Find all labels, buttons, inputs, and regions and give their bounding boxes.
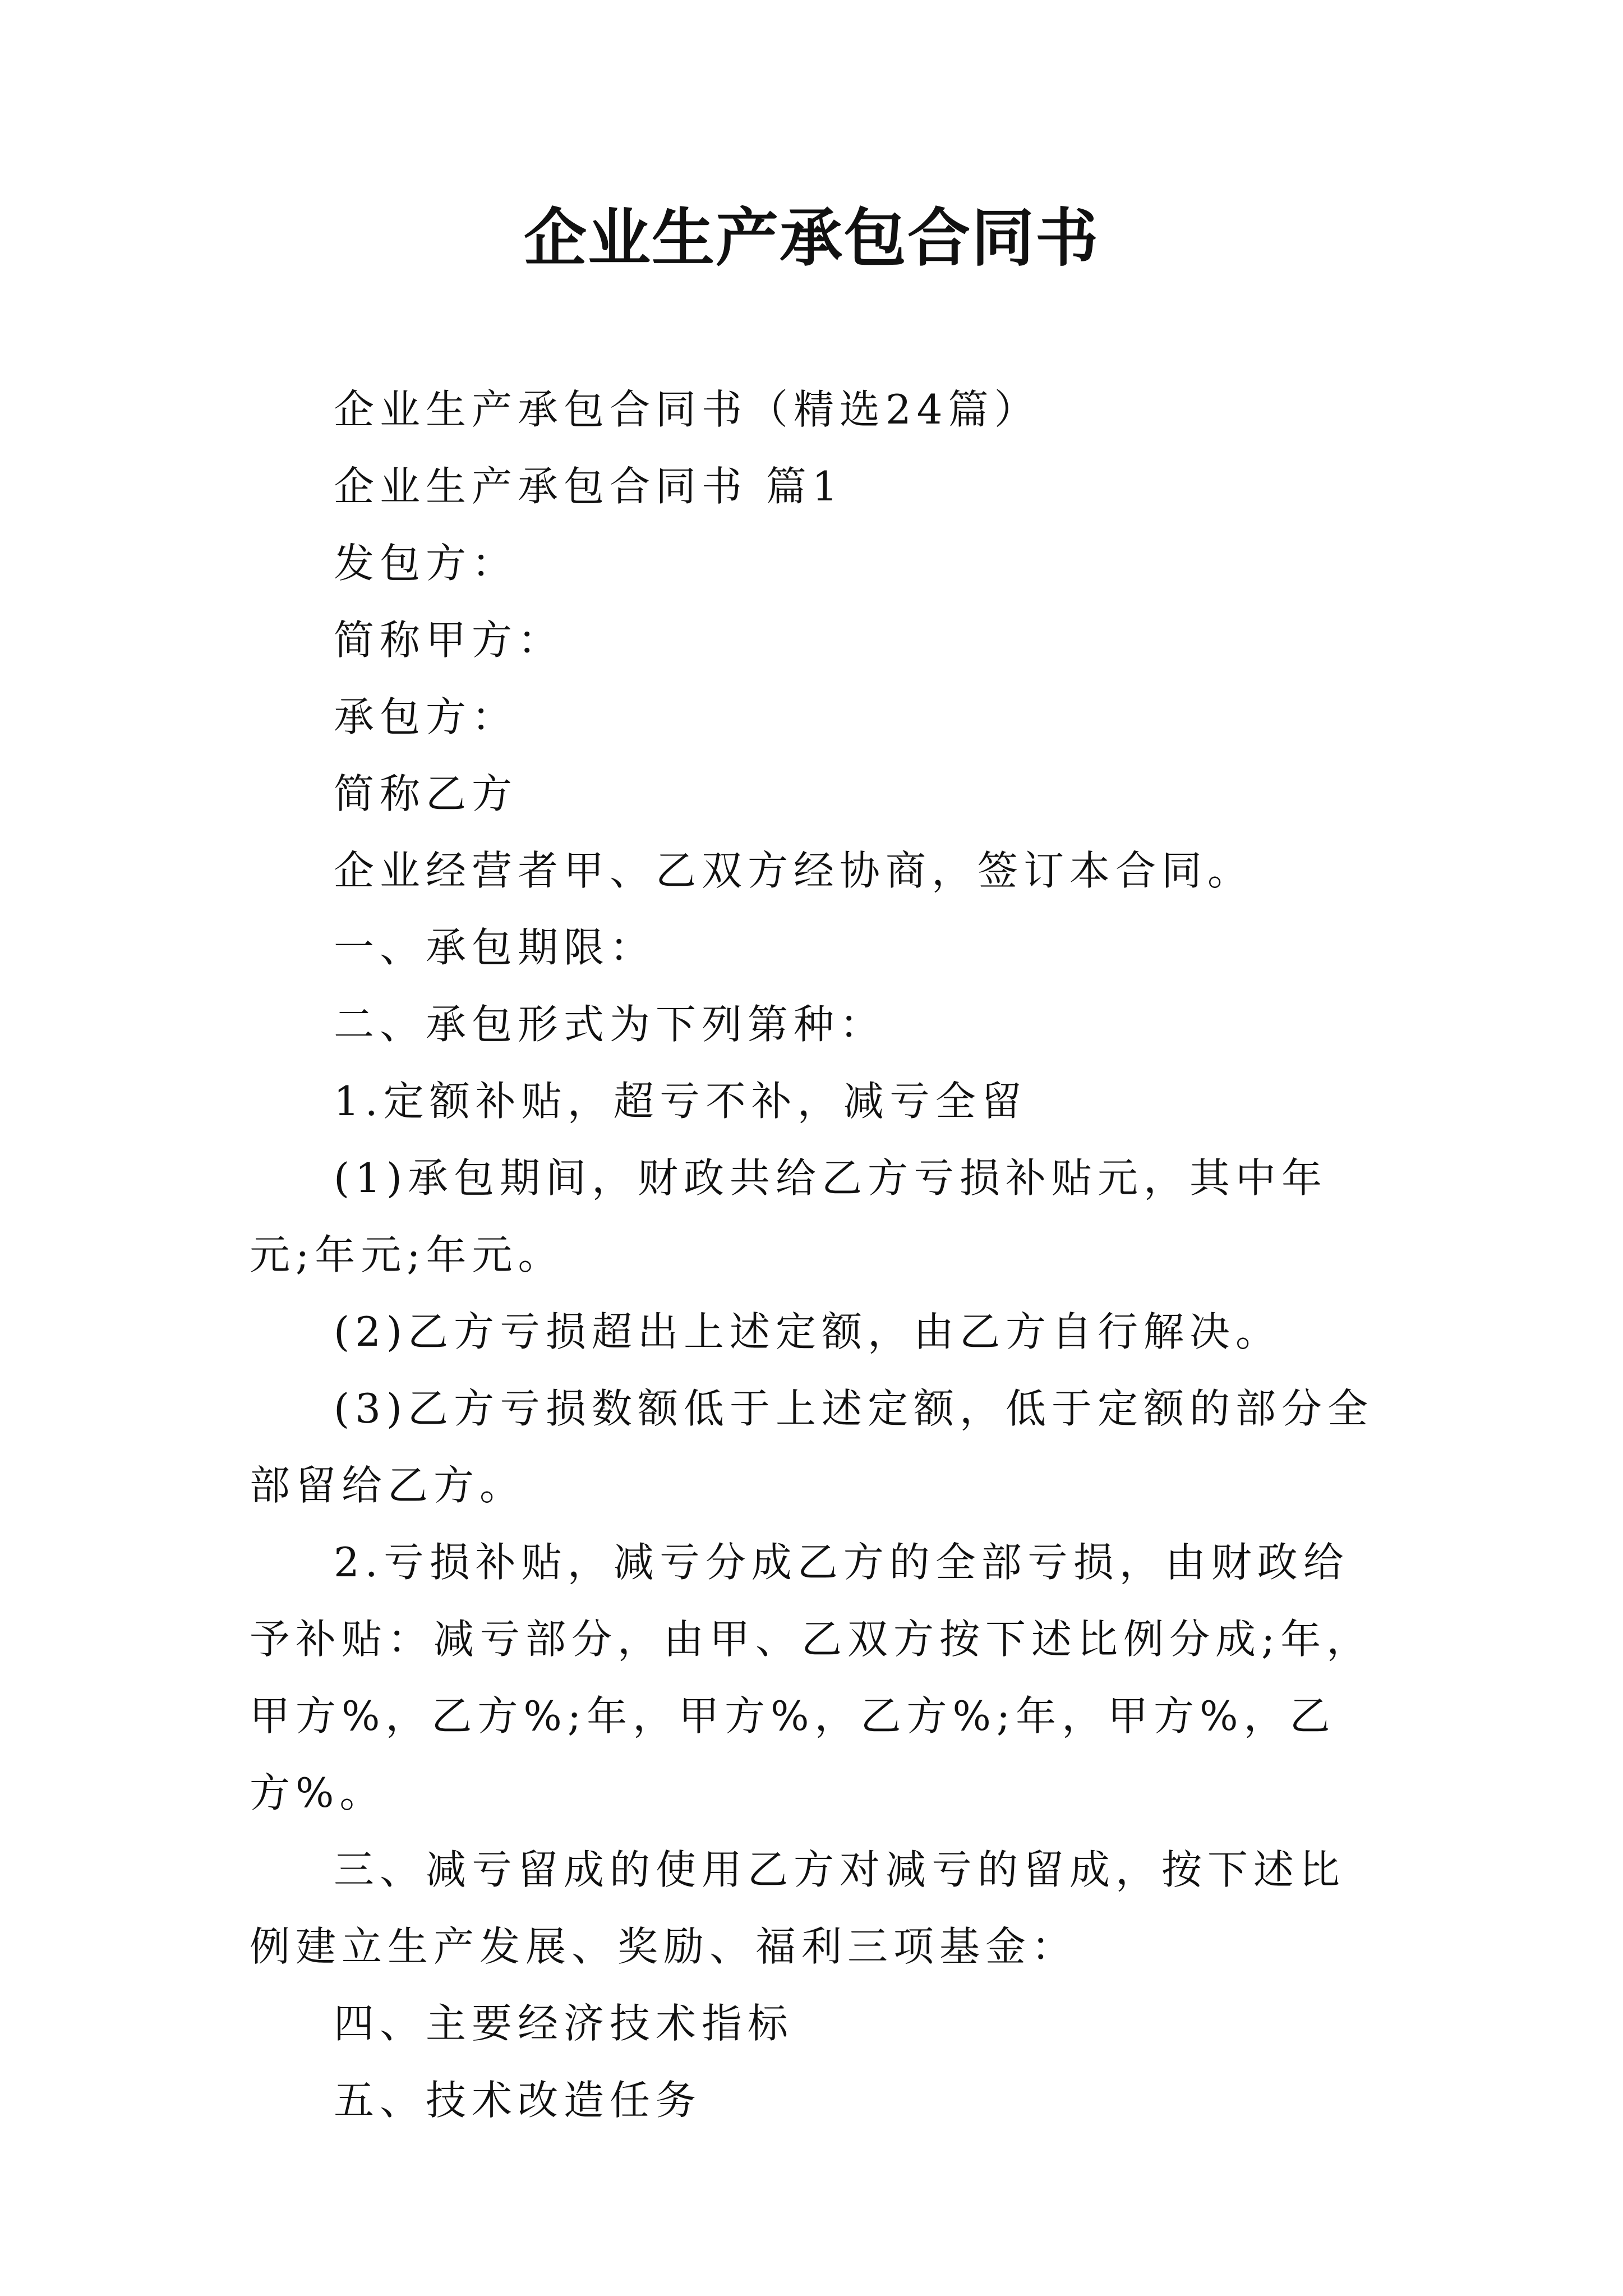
paragraph-party-b: 简称乙方 xyxy=(334,770,518,817)
paragraph-contractor: 发包方： xyxy=(334,540,518,587)
paragraph-agreement: 企业经营者甲、乙双方经协商，签订本合同。 xyxy=(334,847,1254,894)
paragraph-item-1: 1.定额补贴，超亏不补，减亏全留 xyxy=(334,1078,1027,1125)
document-title: 企业生产承包合同书 xyxy=(524,201,1099,275)
paragraph-term: 一、承包期限： xyxy=(334,924,656,971)
paragraph-section-4: 四、主要经济技术指标 xyxy=(334,2000,794,2047)
paragraph-form: 二、承包形式为下列第种： xyxy=(334,1001,886,1048)
paragraph-item-1-1: (1)承包期间，财政共给乙方亏损补贴元，其中年元;年元;年元。 xyxy=(250,1154,1327,1278)
paragraph-collection-heading: 企业生产承包合同书（精选24篇） xyxy=(334,386,1040,433)
paragraph-party-a: 简称甲方： xyxy=(334,616,564,664)
document-body xyxy=(250,371,1382,2139)
paragraph-section-5: 五、技术改造任务 xyxy=(334,2077,702,2124)
paragraph-section-3: 三、减亏留成的使用乙方对减亏的留成，按下述比例建立生产发展、奖励、福利三项基金： xyxy=(250,1846,1346,1970)
paragraph-article-heading: 企业生产承包合同书 篇1 xyxy=(334,463,843,510)
paragraph-contractee: 承包方： xyxy=(334,693,518,740)
paragraph-item-2: 2.亏损补贴，减亏分成乙方的全部亏损，由财政给予补贴：减亏部分，由甲、乙双方按下述比例分成;年，甲方%，乙方%;年，甲方%，乙方%;年，甲方%，乙方%。 xyxy=(250,1539,1373,1816)
paragraph-item-1-3: (3)乙方亏损数额低于上述定额，低于定额的部分全部留给乙方。 xyxy=(250,1385,1373,1509)
paragraph-item-1-2: (2)乙方亏损超出上述定额，由乙方自行解决。 xyxy=(334,1308,1281,1355)
